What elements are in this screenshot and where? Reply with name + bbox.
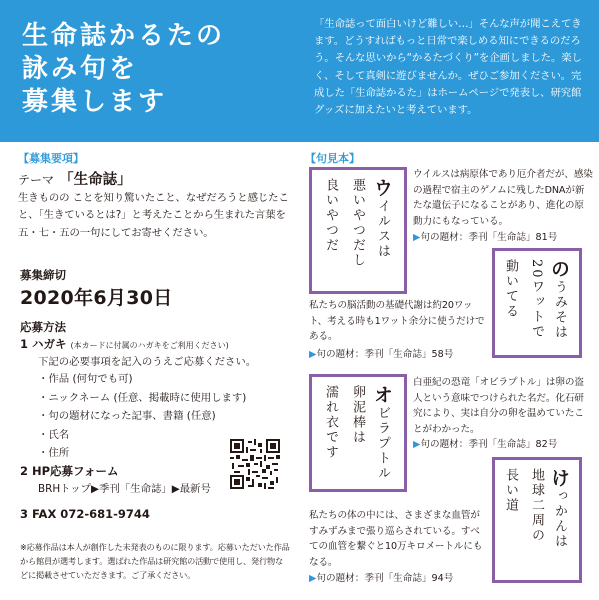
method-fax-title: 3 FAX 072-681-9744 — [20, 507, 150, 521]
example-source: ▶句の題材：季刊「生命誌」81号 — [413, 232, 558, 243]
method-postcard-name: 1 ハガキ — [20, 337, 67, 351]
theme-name: 「生命誌」 — [59, 172, 132, 188]
example-source: ▶句の題材：季刊「生命誌」82号 — [413, 439, 558, 450]
verse-line: オビラプトル — [371, 385, 393, 481]
verse-line: 濡れ衣です — [323, 385, 338, 460]
verse-line: のうみそは — [548, 259, 570, 340]
examples-label: 【句見本】 — [305, 152, 360, 165]
example-source: ▶句の題材：季刊「生命誌」58号 — [309, 349, 454, 360]
example-explanation: 私たちの体の中には、さまざまな血管がすみずみまで張り巡らされている。すべての血管を繋ぐと10万キロメートルにもなる。 — [309, 510, 483, 569]
title-line: 詠み句を — [22, 54, 139, 84]
verse-line: 長い道 — [503, 468, 518, 513]
verse-line: 卵泥棒は — [350, 385, 365, 445]
qr-code[interactable] — [230, 439, 280, 489]
list-item: ・ニックネーム (任意、掲載時に使用します) — [38, 391, 247, 404]
list-item: ・句の題材になった記事、書籍 (任意) — [38, 410, 216, 422]
verse-line: 20ワットで — [529, 259, 544, 340]
example-explanation: 白亜紀の恐竜「オビラプトル」は卵の盗人という意味でつけられた名だ。化石研究により、実は自分の卵を温めていたことがわかった。 — [413, 377, 584, 436]
example-source: ▶句の題材：季刊「生命誌」94号 — [309, 573, 454, 584]
karuta-card — [309, 374, 407, 492]
page-title — [22, 20, 225, 119]
example-explanation: ウイルスは病原体であり厄介者だが、感染の過程で宿主のゲノムに残したDNAが新たな遺伝子になることがあり、進化の原動力にもなっている。 — [413, 169, 593, 228]
title-line: 募集します — [22, 87, 168, 117]
intro-text: 「生命誌って面白いけど難しい…」そんな声が聞こえてきます。どうすればもっと日常で楽しめる知にできるのだろう。そんな思いから“かるたづくり”を企画しました。楽しく、そして真剣に遊びませんか。ぜひご参加ください。完成した「生命誌かるた」はホームページで発表し、研究館グッズに加えたいと考えています。 — [314, 18, 582, 117]
verse-line: けっかんは — [548, 468, 570, 549]
verse-line: 動いてる — [503, 259, 518, 319]
method-postcard-title — [20, 336, 229, 352]
title-line: 生命誌かるたの — [22, 21, 226, 51]
list-item: ・氏名 — [38, 428, 70, 441]
method-postcard-instruction: 下記の必要事項を記入のうえご応募ください。 — [38, 356, 257, 368]
example-explanation: 私たちの脳活動の基礎代謝は約20ワット、考える時も1ワット余分に使うだけである。 — [309, 300, 485, 343]
deadline-date: 2020年6月30日 — [20, 287, 173, 309]
karuta-card — [309, 167, 407, 294]
karuta-card — [492, 457, 582, 583]
required-items-list — [38, 370, 246, 463]
deadline-label: 募集締切 — [20, 268, 66, 282]
list-item: ・作品 (何句でも可) — [38, 373, 133, 385]
method-postcard-note: (本カードに付属のハガキをご利用ください) — [70, 341, 229, 350]
theme-line — [18, 168, 288, 189]
verse-line: 悪いやつだし — [350, 178, 365, 268]
method-web-form-path: BRHトップ▶季刊「生命誌」▶最新号 — [38, 483, 211, 495]
footnote: ※応募作品は本人が創作した未発表のものに限ります。応募いただいた作品から館員が選考します。選ばれた作品は研究館の活動で使用し、発行物などに掲載させていただきます。ご了承ください。 — [20, 542, 290, 580]
verse-line: 地球二周の — [529, 468, 544, 543]
method-web-form-title: 2 HP応募フォーム — [20, 464, 119, 478]
verse-line: 良いやつだ — [323, 178, 338, 253]
method-label: 応募方法 — [20, 320, 66, 334]
karuta-card — [492, 248, 582, 358]
header-banner — [0, 0, 599, 142]
theme-description: 生きものの ことを知り驚いたこと、なぜだろうと感じたこと、「生きているとは?」と考えたことから生まれた言葉を五・七・五の一句にしてお寄せください。 — [18, 192, 289, 239]
guidelines-label: 【募集要項】 — [18, 152, 84, 165]
theme-prefix: テーマ — [18, 173, 55, 187]
list-item: ・住所 — [38, 447, 70, 459]
verse-line: ウイルスは — [371, 178, 393, 259]
